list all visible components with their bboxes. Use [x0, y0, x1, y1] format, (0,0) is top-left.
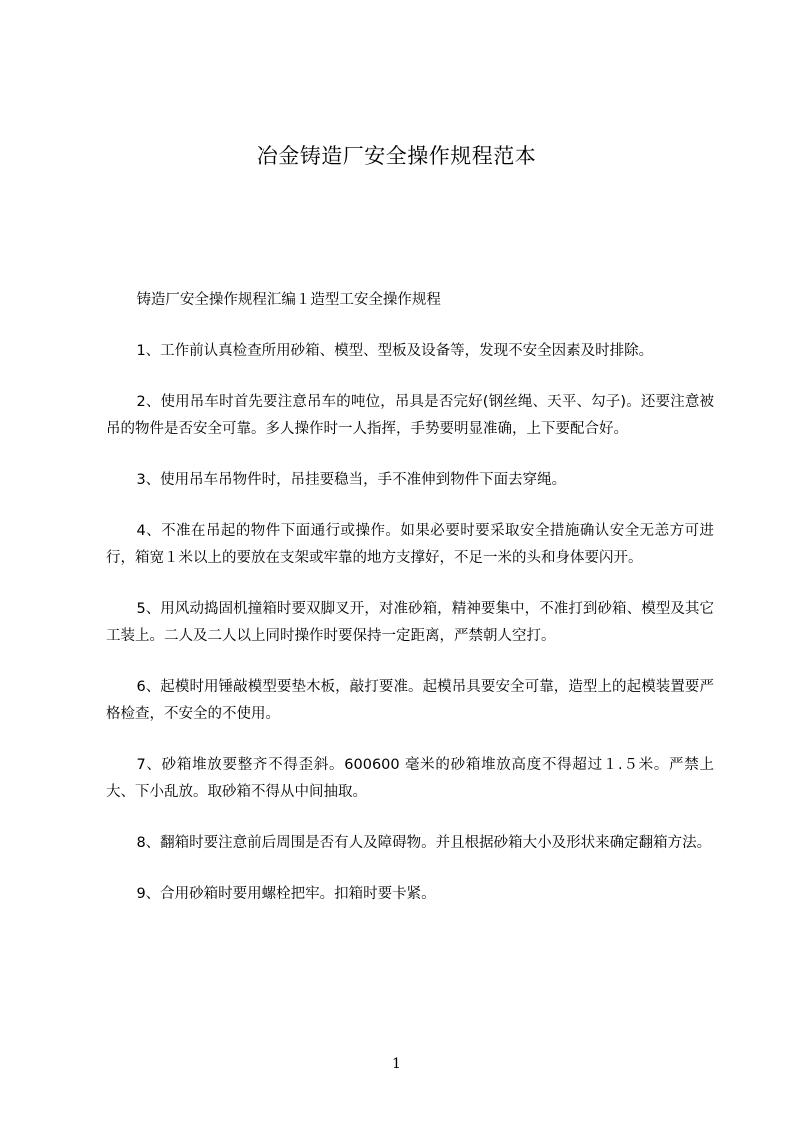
rule-paragraph-7: 7、砂箱堆放要整齐不得歪斜。600600 毫米的砂箱堆放高度不得超过１.５米。严禁上大、下小乱放。取砂箱不得从中间抽取。	[106, 757, 714, 800]
document-title: 冶金铸造厂安全操作规程范本	[256, 144, 537, 168]
intro-paragraph: 铸造厂安全操作规程汇编１造型工安全操作规程	[136, 292, 441, 308]
rule-paragraph-6: 6、起模时用锤敲模型要垫木板，敲打要准。起模吊具要安全可靠，造型上的起模装置要严格检查，不安全的不使用。	[106, 679, 714, 722]
rule-paragraph-2: 2、使用吊车时首先要注意吊车的吨位，吊具是否完好(钢丝绳、天平、勾子)。还要注意被吊的物件是否安全可靠。多人操作时一人指挥，手势要明显准确，上下要配合好。	[106, 394, 714, 437]
rule-paragraph-1: 1、工作前认真检查所用砂箱、模型、型板及设备等，发现不安全因素及时排除。	[136, 343, 654, 359]
page-number: 1	[392, 1056, 401, 1072]
document-body	[106, 287, 714, 932]
rule-paragraph-5: 5、用风动捣固机撞箱时要双脚叉开，对准砂箱，精神要集中，不准打到砂箱、模型及其它工装上。二人及二人以上同时操作时要保持一定距离，严禁朝人空打。	[106, 601, 714, 644]
rule-paragraph-9: 9、合用砂箱时要用螺栓把牢。扣箱时要卡紧。	[136, 886, 436, 902]
rule-paragraph-4: 4、不准在吊起的物件下面通行或操作。如果必要时要采取安全措施确认安全无恙方可进行，箱宽１米以上的要放在支架或牢靠的地方支撑好，不足一米的头和身体要闪开。	[106, 523, 714, 566]
rule-paragraph-3: 3、使用吊车吊物件时，吊挂要稳当，手不准伸到物件下面去穿绳。	[136, 472, 567, 488]
rule-paragraph-8: 8、翻箱时要注意前后周围是否有人及障碍物。并且根据砂箱大小及形状来确定翻箱方法。	[136, 835, 712, 851]
